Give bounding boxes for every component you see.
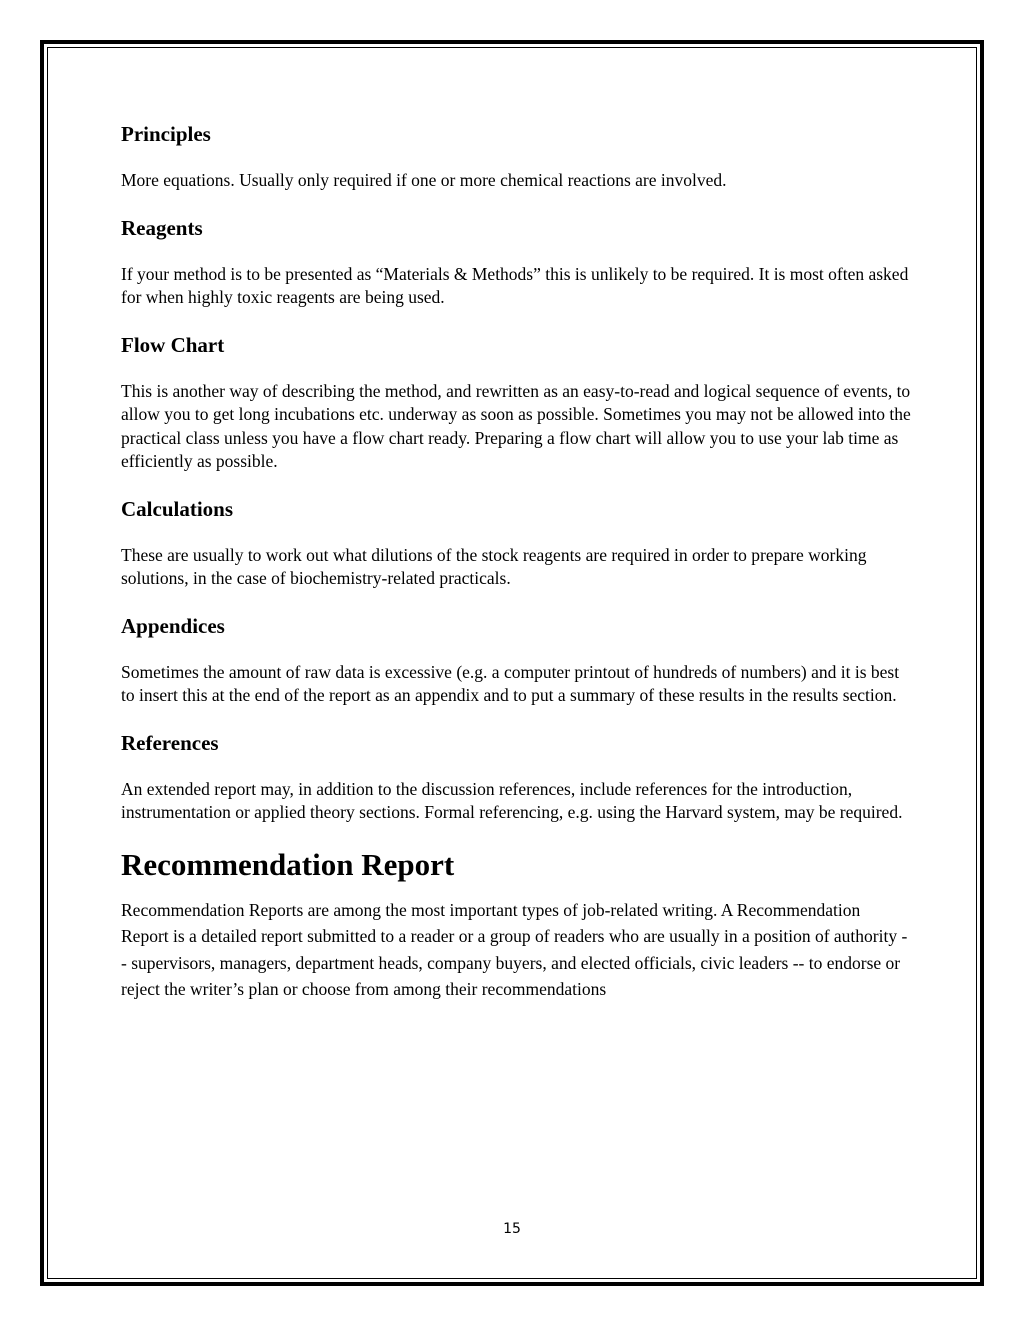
section-heading: References	[121, 730, 219, 755]
section-body: An extended report may, in addition to the discussion references, include references for the introduction, instrumentation or applied theory sections. Formal referencing, e.g. using the Harvard system, may be required.	[121, 778, 903, 822]
section-heading: Reagents	[121, 215, 203, 240]
section-heading: Calculations	[121, 496, 234, 521]
section-flow-chart	[121, 330, 911, 474]
section-body: If your method is to be presented as “Materials & Methods” this is unlikely to be required. It is most often asked for when highly toxic reagents are being used.	[121, 263, 909, 307]
section-body: More equations. Usually only required if one or more chemical reactions are involved.	[121, 170, 727, 190]
section-appendices	[121, 611, 911, 708]
section-heading: Appendices	[121, 613, 225, 638]
section-recommendation-report	[121, 845, 911, 1003]
section-reagents	[121, 213, 911, 310]
section-heading: Principles	[121, 122, 211, 146]
section-heading: Flow Chart	[121, 332, 225, 357]
page-number: 15	[503, 1221, 521, 1237]
chapter-body: Recommendation Reports are among the most important types of job-related writing. A Recommendation Report is a detailed report submitted to a reader or a group of readers who are usually in a position of authority -- supervisors, managers, department heads, company buyers, and elected officials, civic leaders -- to endorse or reject the writer’s plan or choose from among their recommendations	[121, 899, 908, 999]
section-principles	[121, 119, 911, 193]
chapter-title: Recommendation Report	[121, 846, 455, 882]
section-body: This is another way of describing the method, and rewritten as an easy-to-read and logical sequence of events, to allow you to get long incubations etc. underway as soon as possible. Sometimes you may not be allowed into the practical class unless you have a flow chart ready. Preparing a flow chart will allow you to use your lab time as efficiently as possible.	[121, 380, 911, 471]
section-references	[121, 728, 911, 825]
section-body: Sometimes the amount of raw data is excessive (e.g. a computer printout of hundreds of numbers) and it is best to insert this at the end of the report as an appendix and to put a summary of these results in the results section.	[121, 661, 900, 705]
section-body: These are usually to work out what dilutions of the stock reagents are required in order to prepare working solutions, in the case of biochemistry-related practicals.	[121, 544, 867, 588]
section-calculations	[121, 494, 911, 591]
page-content	[121, 119, 911, 1003]
